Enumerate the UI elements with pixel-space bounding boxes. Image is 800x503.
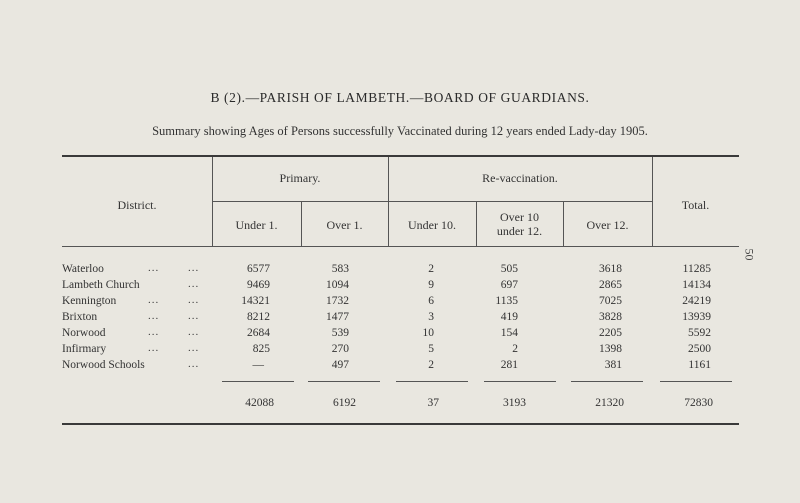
header-bottom-rule (62, 246, 739, 247)
cell-under-1: 8212 (247, 311, 270, 323)
header-under-10: Under 10. (408, 218, 456, 232)
cell-over-12: 1398 (599, 343, 622, 355)
cell-over-12: 381 (604, 359, 622, 371)
totals-rule (396, 381, 468, 382)
leader-dots: ... (188, 262, 200, 274)
totals-rule (660, 381, 732, 382)
leader-dots: ... (188, 278, 200, 290)
cell-under-1: 2684 (247, 327, 270, 339)
cell-over-1: 270 (331, 343, 349, 355)
row-district: Brixton (62, 311, 98, 323)
cell-total: 14134 (682, 279, 711, 291)
leader-dots: ... (188, 342, 200, 354)
row-district: Norwood Schools (62, 359, 145, 371)
cell-total: 13939 (682, 311, 711, 323)
totals-rule (308, 381, 380, 382)
cell-under-10: 3 (428, 311, 434, 323)
cell-over-12: 3828 (599, 311, 622, 323)
header-revaccination: Re-vaccination. (482, 171, 558, 185)
cell-under-1: 14321 (241, 295, 270, 307)
row-district: Lambeth Church (62, 279, 140, 291)
totals-rule (222, 381, 294, 382)
cell-under-10: 2 (428, 359, 434, 371)
leader-dots: ... (188, 294, 200, 306)
leader-dots: ... (148, 326, 160, 338)
header-over-1: Over 1. (326, 218, 363, 232)
cell-over-12: 3618 (599, 263, 622, 275)
total-under-1: 42088 (245, 397, 274, 409)
total-over-12: 21320 (595, 397, 624, 409)
total-under-10: 37 (427, 397, 439, 409)
cell-over-1: 539 (331, 327, 349, 339)
cell-over-10-under-12: 505 (500, 263, 518, 275)
cell-under-10: 10 (422, 327, 434, 339)
cell-total: 11285 (682, 263, 711, 275)
totals-rule (571, 381, 643, 382)
row-district: Waterloo (62, 263, 104, 275)
total-grand: 72830 (684, 397, 713, 409)
cell-over-1: 1732 (326, 295, 349, 307)
table-top-rule (62, 155, 739, 157)
row-district: Infirmary (62, 343, 107, 355)
cell-under-10: 5 (428, 343, 434, 355)
cell-over-1: 1094 (326, 279, 349, 291)
page-number: 50 (742, 248, 757, 261)
cell-under-10: 9 (428, 279, 434, 291)
cell-under-1: — (252, 359, 264, 371)
leader-dots: ... (148, 310, 160, 322)
cell-over-12: 2205 (599, 327, 622, 339)
cell-over-1: 1477 (326, 311, 349, 323)
leader-dots: ... (188, 310, 200, 322)
leader-dots: ... (188, 358, 200, 370)
leader-dots: ... (188, 326, 200, 338)
cell-under-1: 9469 (247, 279, 270, 291)
header-district: District. (117, 198, 157, 212)
cell-over-10-under-12: 697 (500, 279, 518, 291)
cell-under-10: 6 (428, 295, 434, 307)
row-district: Norwood (62, 327, 106, 339)
leader-dots: ... (148, 294, 160, 306)
header-over-12: Over 12. (586, 218, 629, 232)
table-bottom-rule (62, 423, 739, 425)
document-title: B (2).—PARISH OF LAMBETH.—BOARD OF GUARDIANS. (210, 90, 590, 105)
header-total: Total. (681, 198, 710, 212)
header-over-10-line1: Over 10 (500, 210, 539, 224)
cell-total: 5592 (688, 327, 711, 339)
cell-over-10-under-12: 2 (512, 343, 518, 355)
header-primary: Primary. (279, 171, 321, 185)
document-subtitle: Summary showing Ages of Persons successfully Vaccinated during 12 years ended Lady-day 1905. (152, 124, 648, 138)
cell-total: 2500 (688, 343, 711, 355)
total-over-1: 6192 (333, 397, 356, 409)
cell-total: 1161 (688, 359, 711, 371)
cell-over-10-under-12: 281 (500, 359, 518, 371)
subheader-rule (212, 201, 652, 202)
cell-over-1: 583 (331, 263, 349, 275)
cell-over-10-under-12: 419 (500, 311, 518, 323)
leader-dots: ... (148, 342, 160, 354)
header-over-10-line2: under 12. (496, 224, 543, 238)
cell-over-1: 497 (331, 359, 349, 371)
cell-over-10-under-12: 154 (500, 327, 518, 339)
cell-under-10: 2 (428, 263, 434, 275)
cell-under-1: 825 (252, 343, 270, 355)
cell-over-10-under-12: 1135 (495, 295, 518, 307)
total-over-10-under-12: 3193 (503, 397, 526, 409)
cell-over-12: 7025 (599, 295, 622, 307)
cell-under-1: 6577 (247, 263, 270, 275)
header-under-1: Under 1. (235, 218, 278, 232)
cell-total: 24219 (682, 295, 711, 307)
cell-over-12: 2865 (599, 279, 622, 291)
row-district: Kennington (62, 295, 117, 307)
totals-rule (484, 381, 556, 382)
leader-dots: ... (148, 262, 160, 274)
